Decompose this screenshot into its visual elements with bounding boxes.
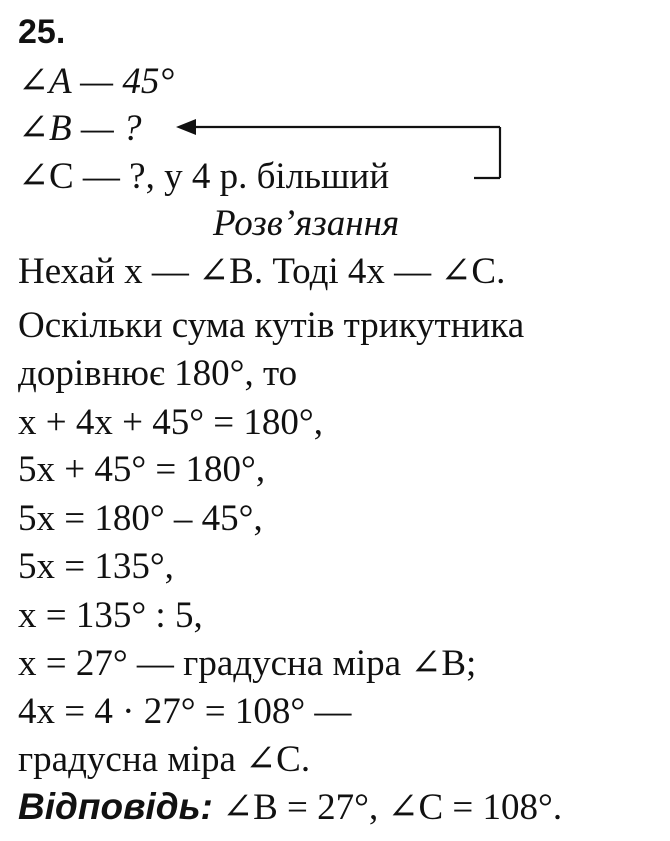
solution-line-1: Нехай x — ∠B. Тоді 4x — ∠C. [18,251,506,292]
result-angle-c: 4x = 4 · 27° = 108° — [18,691,352,732]
solution-line-3: дорівнює 180°, то [18,353,298,394]
solution-title: Розв’язання [213,203,400,244]
result-angle-c-label: градусна міра ∠C. [18,739,311,780]
given-angle-b: ∠B — ? [18,108,142,149]
equation-4: 5x = 135°, [18,546,174,587]
answer-label: Відповідь: [18,786,213,827]
answer [18,785,562,830]
result-angle-b: x = 27° — градусна міра ∠B; [18,643,477,684]
solution-line-2: Оскільки сума кутів трикутника [18,305,525,346]
equation-5: x = 135° : 5, [18,595,203,636]
equation-2: 5x + 45° = 180°, [18,449,266,490]
problem-number: 25. [18,13,66,51]
given-angle-c: ∠C — ?, у 4 р. більший [18,156,390,197]
equation-3: 5x = 180° – 45°, [18,498,263,539]
given-angle-a: ∠A — 45° [18,61,175,102]
equation-1: x + 4x + 45° = 180°, [18,402,323,443]
answer-text: ∠B = 27°, ∠C = 108°. [222,787,563,828]
